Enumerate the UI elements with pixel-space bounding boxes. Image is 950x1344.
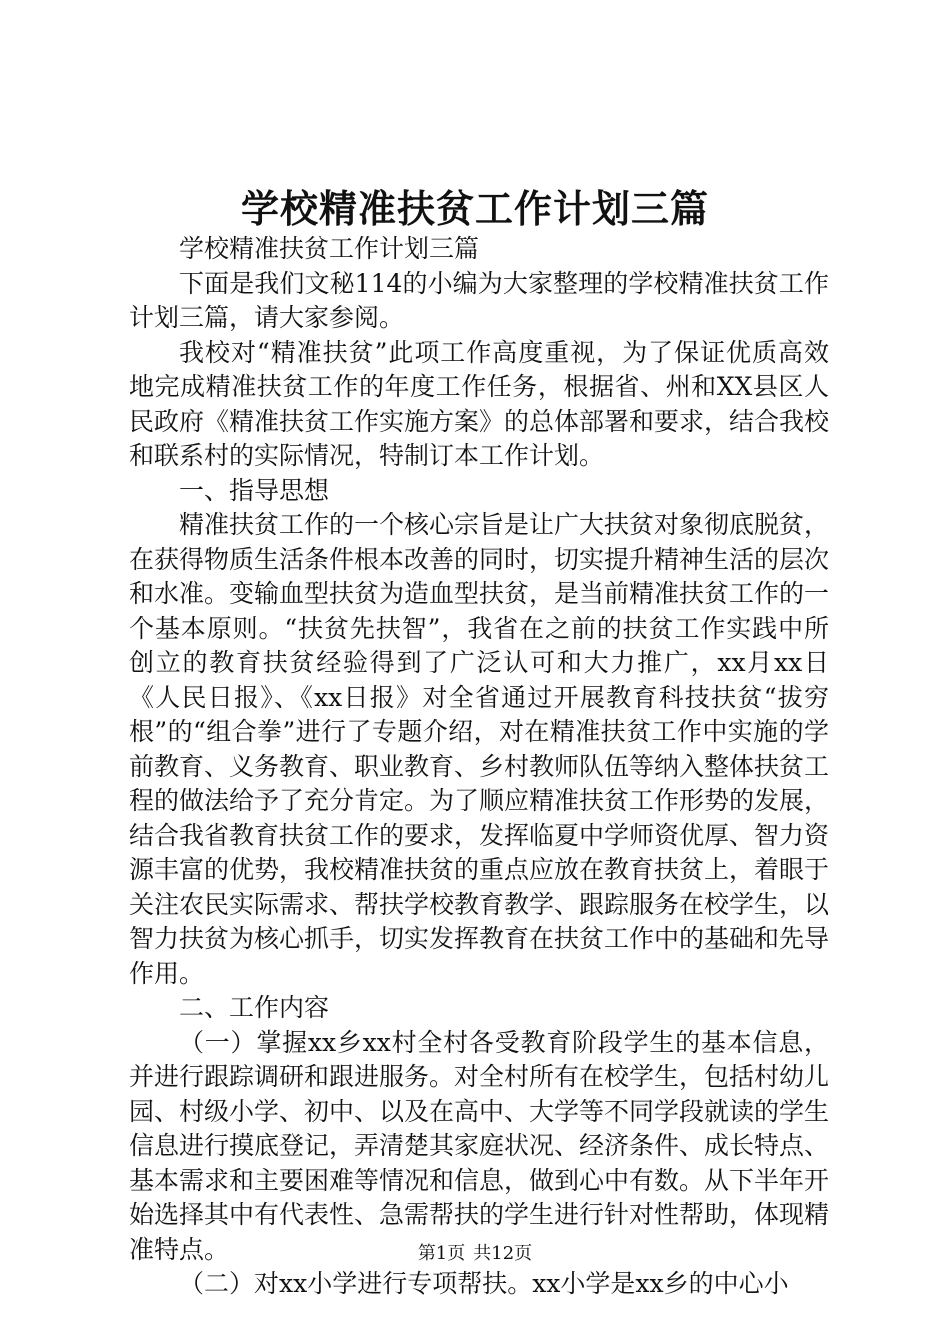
guiding-ideology-paragraph: 精准扶贫工作的一个核心宗旨是让广大扶贫对象彻底脱贫，在获得物质生活条件根本改善的同时，切实提升精神生活的层次和水准。变输血型扶贫为造血型扶贫，是当前精准扶贫工作的一个基本原则。“扶贫先扶智”，我省在之前的扶贫工作实践中所创立的教育扶贫经验得到了广泛认可和大力推广，xx月xx日《人民日报》、《xx日报》对全省通过开展教育科技扶贫“拔穷根”的“组合拳”进行了专题介绍，对在精准扶贫工作中实施的学前教育、义务教育、职业教育、乡村教师队伍等纳入整体扶贫工程的做法给予了充分肯定。为了顺应精准扶贫工作形势的发展，结合我省教育扶贫工作的要求，发挥临夏中学师资优厚、智力资源丰富的优势，我校精准扶贫的重点应放在教育扶贫上，着眼于关注农民实际需求、帮扶学校教育教学、跟踪服务在校学生，以智力扶贫为核心抓手，切实发挥教育在扶贫工作中的基础和先导作用。 (129, 510, 830, 988)
page-total: 共12页 (473, 1243, 533, 1264)
page-footer (0, 1240, 950, 1268)
intro-paragraph: 下面是我们文秘114的小编为大家整理的学校精准扶贫工作计划三篇，请大家参阅。 (129, 268, 829, 332)
subtitle-paragraph: 学校精准扶贫工作计划三篇 (179, 234, 480, 263)
section-heading-guiding-ideology: 一、指导思想 (179, 475, 330, 505)
work-item-1-paragraph: （一）掌握xx乡xx村全村各受教育阶段学生的基本信息，并进行跟踪调研和跟进服务。对全村所有在校学生，包括村幼儿园、村级小学、初中、以及在高中、大学等不同学段就读的学生信息进行摸底登记，弄清楚其家庭状况、经济条件、成长特点、基本需求和主要困难等情况和信息，做到心中有数。从下半年开始选择其中有代表性、急需帮扶的学生进行针对性帮助，体现精准特点。 (129, 1027, 830, 1264)
section-heading-work-content: 二、工作内容 (179, 993, 330, 1022)
page-number: 第1页 (417, 1243, 466, 1264)
overview-paragraph: 我校对“精准扶贫”此项工作高度重视，为了保证优质高效地完成精准扶贫工作的年度工作任务，根据省、州和XX县区人民政府《精准扶贫工作实施方案》的总体部署和要求，结合我校和联系村的实际情况，特制订本工作计划。 (129, 337, 830, 470)
document-body (129, 232, 829, 1302)
document-title: 学校精准扶贫工作计划三篇 (240, 186, 709, 231)
work-item-2-paragraph: （二）对xx小学进行专项帮扶。xx小学是xx乡的中心小 (179, 1269, 789, 1298)
